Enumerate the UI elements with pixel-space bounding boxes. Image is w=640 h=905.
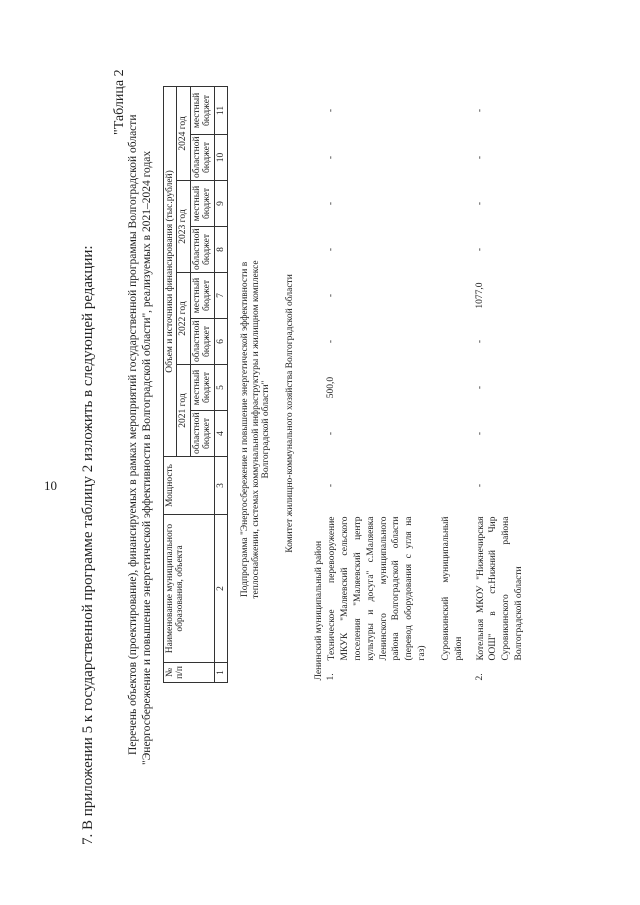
header-local: местный бюджет — [190, 365, 214, 411]
cell-value: 500,0 — [326, 376, 337, 399]
cell-value: - — [474, 201, 485, 206]
column-number: 3 — [214, 457, 227, 515]
cell-value: - — [326, 431, 337, 436]
cell-value: - — [326, 293, 337, 298]
cell-value: - — [474, 247, 485, 252]
cell-value: - — [474, 431, 485, 436]
header-local: местный бюджет — [190, 86, 214, 134]
district-heading: Ленинский муниципальный район — [313, 540, 324, 681]
cell-value: - — [326, 339, 337, 344]
column-number: 4 — [214, 411, 227, 457]
cell-value: - — [474, 108, 485, 113]
column-number: 9 — [214, 181, 227, 227]
header-power: Мощность — [164, 457, 215, 515]
header-funding: Объем и источники финансирования (тыс.рублей) — [164, 86, 177, 456]
table-caption-line-2: "Энергосбережение и повышение энергетической эффективности в Волгоградской области", реализуемых в 2021–2024 годах — [141, 150, 153, 765]
header-year: 2021 год — [177, 365, 190, 457]
cell-value: - — [326, 155, 337, 160]
header-year: 2024 год — [177, 86, 190, 180]
header-year: 2023 год — [177, 181, 190, 273]
header-regional: областной бюджет — [190, 135, 214, 181]
subprogram-title: Подпрограмма "Энергосбережение и повышение энергетической эффективности в теплоснабжении, системах коммунальной инфраструктуры и жилищном комплексе Волгоградской области" — [240, 260, 272, 599]
cell-value: 1077,0 — [474, 282, 485, 309]
district-heading: Суровикинский муниципальный район — [440, 516, 464, 661]
header-local: местный бюджет — [190, 273, 214, 319]
header-local: местный бюджет — [190, 181, 214, 227]
cell-value: - — [474, 385, 485, 390]
committee-title: Комитет жилищно-коммунального хозяйства Волгоградской области — [284, 274, 295, 553]
table-label: "Таблица 2 — [112, 69, 127, 135]
column-number: 5 — [214, 365, 227, 411]
page-number: 10 — [44, 478, 57, 493]
column-number: 7 — [214, 273, 227, 319]
header-regional: областной бюджет — [190, 319, 214, 365]
cell-value: - — [326, 108, 337, 113]
cell-value: - — [474, 483, 485, 488]
header-regional: областной бюджет — [190, 411, 214, 457]
column-number: 10 — [214, 135, 227, 181]
header-year: 2022 год — [177, 273, 190, 365]
cell-value: - — [326, 483, 337, 488]
intro-text: 7. В приложении 5 к государственной программе таблицу 2 изложить в следующей редакции: — [80, 245, 96, 845]
object-name: Котельная МКОУ "Нижнечирская ООШ" в ст.Нижний Чир Суровикинского района Волгоградской области — [475, 516, 524, 661]
cell-value: - — [326, 201, 337, 206]
table-caption-line-1: Перечень объектов (проектирование), финансируемых в рамках мероприятий государственной программы Волгоградской области — [127, 114, 139, 755]
object-name: Техническое перевооружение МКУК "Маляевский сельского поселения "Маляевский центр культуры и досуга" с.Маляевка Ленинского муниципального района Волгоградской области (перевод оборудования с угля на газ) — [327, 516, 428, 661]
cell-value: - — [474, 155, 485, 160]
funding-table — [163, 86, 527, 683]
row-number: 2. — [474, 673, 485, 681]
column-number: 11 — [214, 86, 227, 134]
cell-value: - — [326, 247, 337, 252]
header-regional: областной бюджет — [190, 227, 214, 273]
header-no: № п/п — [164, 663, 215, 683]
column-number: 1 — [214, 663, 227, 683]
header-name: Наименование муниципального образования, объекта — [164, 515, 215, 663]
column-number: 2 — [214, 515, 227, 663]
column-number: 6 — [214, 319, 227, 365]
column-number: 8 — [214, 227, 227, 273]
row-number: 1. — [326, 673, 337, 681]
cell-value: - — [474, 339, 485, 344]
